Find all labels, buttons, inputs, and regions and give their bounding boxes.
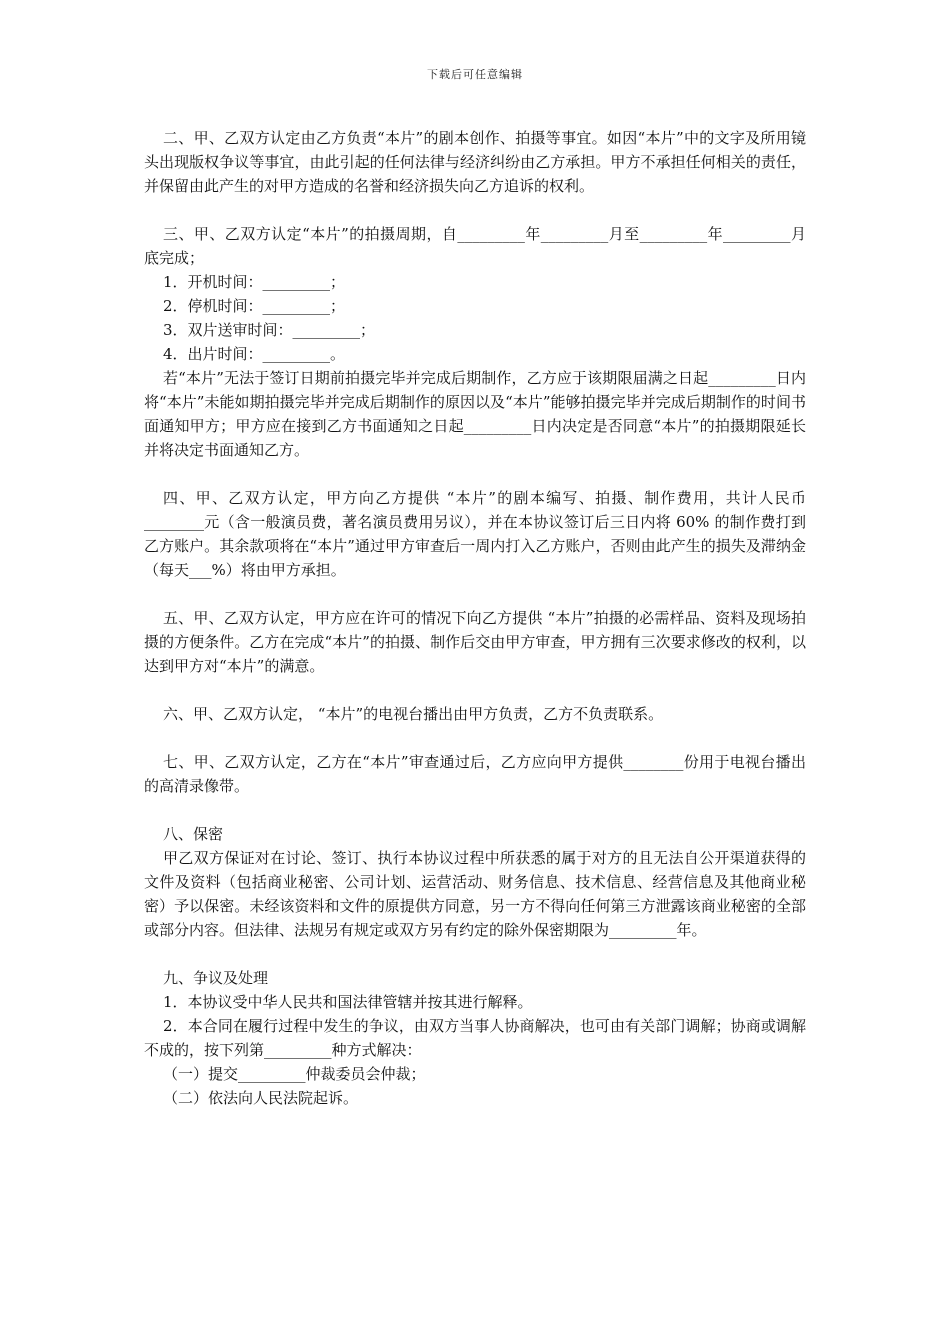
clause-9-option-2: （二）依法向人民法院起诉。 <box>163 1089 359 1107</box>
clause-3-extension: 若“本片”无法于签订日期前拍摄完毕并完成后期制作，乙方应于该期限届满之日起_________日内将“本片”未能如期拍摄完毕并完成后期制作的原因以及“本片”能够拍摄完毕并完成后期制作的时间书面通知甲方；甲方应在接到乙方书面通知之日起_________日内决定是否同意“本片”的拍摄期限延长并将决定书面通知乙方。 <box>144 369 806 459</box>
clause-3: 三、甲、乙双方认定“本片”的拍摄周期，自_________年_________月至_________年_________月底完成； <box>144 225 806 267</box>
clause-8-body: 甲乙双方保证对在讨论、签订、执行本协议过程中所获悉的属于对方的且无法自公开渠道获得的文件及资料（包括商业秘密、公司计划、运营活动、财务信息、技术信息、经营信息及其他商业秘密）予以保密。未经该资料和文件的原提供方同意，另一方不得向任何第三方泄露该商业秘密的全部或部分内容。但法律、法规另有规定或双方另有约定的除外保密期限为_________年。 <box>144 849 806 939</box>
clause-4: 四、甲、乙双方认定，甲方向乙方提供 “本片”的剧本编写、拍摄、制作费用，共计人民币________元（含一般演员费，著名演员费用另议），并在本协议签订后三日内将 60% 的制作费打到乙方账户。其余款项将在“本片”通过甲方审查后一周内打入乙方账户，否则由此产生的损失及滞纳金（每天___%）将由甲方承担。 <box>144 489 806 579</box>
clause-5: 五、甲、乙双方认定，甲方应在许可的情况下向乙方提供 “本片”拍摄的必需样品、资料及现场拍摄的方便条件。乙方在完成“本片”的拍摄、制作后交由甲方审查，甲方拥有三次要求修改的权利，以达到甲方对“本片”的满意。 <box>144 609 806 675</box>
clause-3-item-3: 3．双片送审时间：_________； <box>163 321 376 339</box>
clause-6: 六、甲、乙双方认定， “本片”的电视台播出由甲方负责，乙方不负责联系。 <box>163 705 664 723</box>
clause-9-option-1: （一）提交_________仲裁委员会仲裁； <box>163 1065 426 1083</box>
clause-9-item-2: 2．本合同在履行过程中发生的争议，由双方当事人协商解决，也可由有关部门调解；协商或调解不成的，按下列第_________种方式解决： <box>144 1017 806 1059</box>
clause-7: 七、甲、乙双方认定，乙方在“本片”审查通过后，乙方应向甲方提供________份用于电视台播出的高清录像带。 <box>144 753 806 795</box>
clause-3-item-4: 4．出片时间：_________。 <box>163 345 346 363</box>
clause-8-title: 八、保密 <box>163 825 224 843</box>
clause-3-item-1: 1．开机时间：_________； <box>163 273 346 291</box>
page-header: 下载后可任意编辑 <box>427 68 523 81</box>
contract-body <box>144 126 806 1110</box>
clause-9-item-1: 1．本协议受中华人民共和国法律管辖并按其进行解释。 <box>163 993 533 1011</box>
clause-9-title: 九、争议及处理 <box>163 969 269 987</box>
clause-2: 二、甲、乙双方认定由乙方负责“本片”的剧本创作、拍摄等事宜。如因“本片”中的文字及所用镜头出现版权争议等事宜，由此引起的任何法律与经济纠纷由乙方承担。甲方不承担任何相关的责任，并保留由此产生的对甲方造成的名誉和经济损失向乙方追诉的权利。 <box>144 129 806 195</box>
clause-3-item-2: 2．停机时间：_________； <box>163 297 346 315</box>
